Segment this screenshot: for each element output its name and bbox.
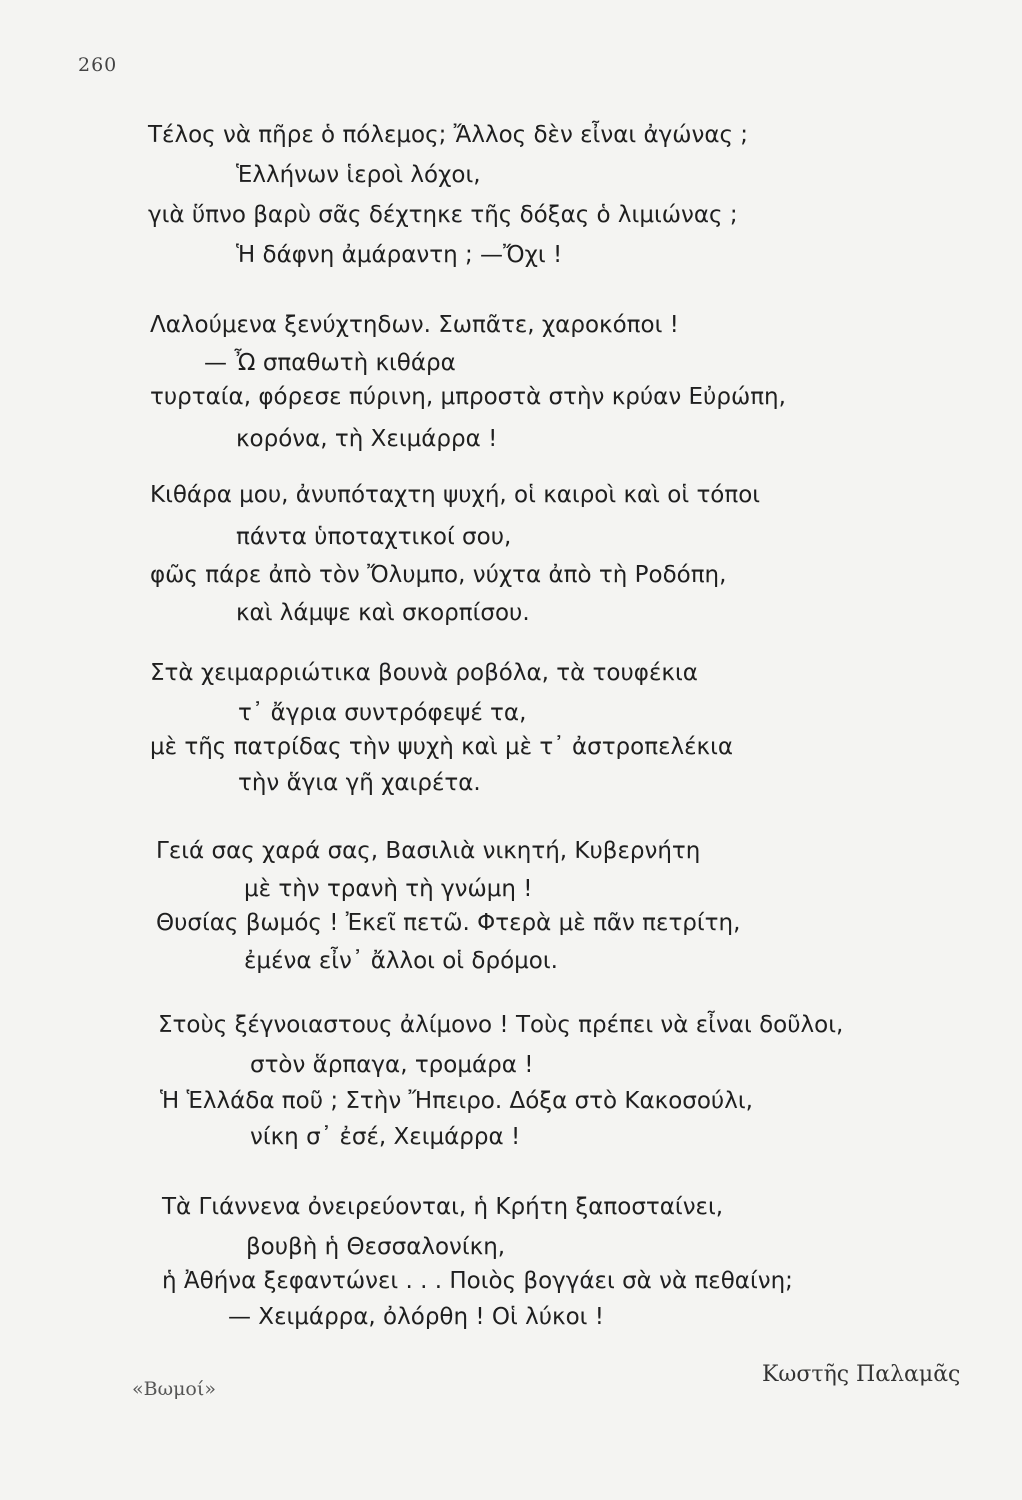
- poem-line: Στὰ χειμαρριώτικα βουνὰ ροβόλα, τὰ τουφέκια: [150, 660, 698, 686]
- poem-line: Τὰ Γιάννενα ὀνειρεύονται, ἡ Κρήτη ξαποσταίνει,: [162, 1194, 724, 1220]
- poem-line: Τέλος νὰ πῆρε ὁ πόλεμος; Ἄλλος δὲν εἶναι ἀγώνας ;: [148, 122, 749, 148]
- poem-line: γιὰ ὕπνο βαρὺ σᾶς δέχτηκε τῆς δόξας ὁ λιμιώνας ;: [148, 202, 738, 228]
- poem-line: Ἑλλήνων ἱεροὶ λόχοι,: [236, 162, 481, 188]
- poem-line: καὶ λάμψε καὶ σκορπίσου.: [236, 600, 530, 626]
- poem-line: Γειά σας χαρά σας, Βασιλιὰ νικητή, Κυβερνήτη: [156, 838, 701, 864]
- poem-line: τὴν ἅγια γῆ χαιρέτα.: [238, 770, 481, 796]
- poem-line: μὲ τῆς πατρίδας τὴν ψυχὴ καὶ μὲ τ᾽ ἀστροπελέκια: [150, 734, 734, 760]
- poem-line: στὸν ἅρπαγα, τρομάρα !: [250, 1052, 534, 1078]
- poem-line: Στοὺς ξέγνοιαστους ἀλίμονο ! Τοὺς πρέπει νὰ εἶναι δοῦλοι,: [158, 1012, 844, 1038]
- source-title: «Βωμοί»: [132, 1378, 216, 1400]
- author-name: Κωστῆς Παλαμᾶς: [762, 1362, 961, 1387]
- poem-line: πάντα ὑποταχτικοί σου,: [236, 524, 512, 550]
- poem-line: Θυσίας βωμός ! Ἐκεῖ πετῶ. Φτερὰ μὲ πᾶν πετρίτη,: [156, 910, 741, 936]
- poem-line: — Ὦ σπαθωτὴ κιθάρα: [204, 350, 456, 376]
- poem-line: νίκη σ᾽ ἐσέ, Χειμάρρα !: [250, 1124, 521, 1150]
- poem-line: φῶς πάρε ἀπὸ τὸν Ὄλυμπο, νύχτα ἀπὸ τὴ Ροδόπη,: [150, 562, 727, 588]
- page-number: 260: [78, 54, 118, 76]
- poem-line: βουβὴ ἡ Θεσσαλονίκη,: [246, 1234, 506, 1260]
- poem-line: Ἡ Ἑλλάδα ποῦ ; Στὴν Ἤπειρο. Δόξα στὸ Κακοσούλι,: [160, 1088, 753, 1114]
- poem-line: Κιθάρα μου, ἀνυπόταχτη ψυχή, οἱ καιροὶ καὶ οἱ τόποι: [150, 482, 761, 508]
- poem-line: Ἡ δάφνη ἀμάραντη ; —Ὄχι !: [236, 242, 563, 268]
- poem-line: ἡ Ἀθήνα ξεφαντώνει . . . Ποιὸς βογγάει σὰ νὰ πεθαίνη;: [162, 1268, 793, 1294]
- poem-line: μὲ τὴν τρανὴ τὴ γνώμη !: [244, 876, 533, 902]
- poem-line: κορόνα, τὴ Χειμάρρα !: [236, 426, 498, 452]
- poem-line: — Χειμάρρα, ὀλόρθη ! Οἱ λύκοι !: [228, 1304, 604, 1330]
- poem-line: τ᾽ ἄγρια συντρόφεψέ τα,: [238, 700, 527, 726]
- poem-line: Λαλούμενα ξενύχτηδων. Σωπᾶτε, χαροκόποι !: [150, 312, 679, 338]
- poem-line: τυρταία, φόρεσε πύρινη, μπροστὰ στὴν κρύαν Εὐρώπη,: [150, 384, 786, 410]
- poem-line: ἐμένα εἶν᾽ ἄλλοι οἱ δρόμοι.: [244, 948, 558, 974]
